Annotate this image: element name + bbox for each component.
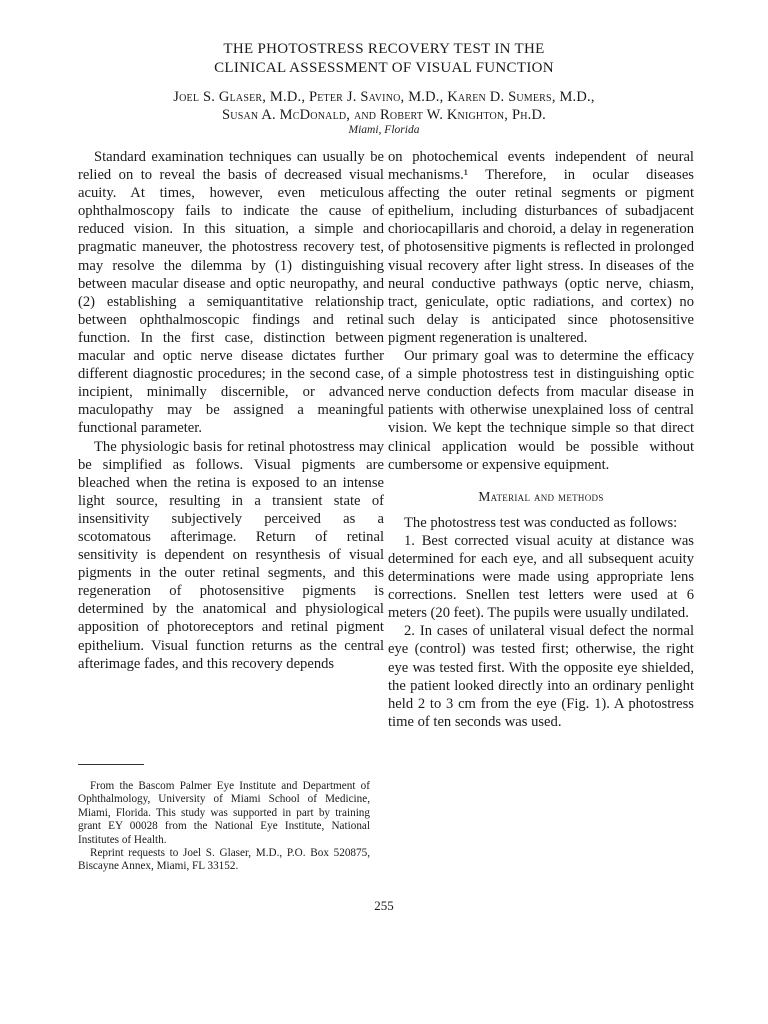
body-paragraph: The photostress test was conducted as follows: xyxy=(404,514,678,531)
body-paragraph: 2. In cases of unilateral visual defect the normal eye (control) was tested first; otherwise, the right eye was tested first. With the opposite eye shielded, the patient looked directly into an ordinary penlight held 2 to 3 cm from the eye (Fig. 1). A photostress time of ten seconds was used. xyxy=(388,623,694,730)
body-paragraph: on photochemical events independent of neural mechanisms.¹ Therefore, in ocular diseases affecting the outer retinal segments or pigment epithelium, including disturbances of subadjacent choriocapillaris and choroid, a delay in regeneration of photosensitive pigments is reflected in prolonged visual recovery after light stress. In diseases of the neural conductive pathways (optic nerve, chiasm, tract, geniculate, optic radiations, and cortex) no such delay is anticipated since photosensitive pigment regeneration is unaltered. xyxy=(388,149,694,346)
section-heading: Material and methods xyxy=(478,488,604,504)
authors-line-1: Joel S. Glaser, M.D., Peter J. Savino, M.D., Karen D. Sumers, M.D., xyxy=(173,89,595,105)
footnote: From the Bascom Palmer Eye Institute and Department of Ophthalmology, University of Miami School of Medicine, Miami, Florida. This study was supported in part by training grant EY 00028 from the National Eye Institute, National Institutes of Health. xyxy=(78,780,370,846)
footnote: Reprint requests to Joel S. Glaser, M.D., P.O. Box 520875, Biscayne Annex, Miami, FL 33152. xyxy=(78,847,370,873)
article-title xyxy=(0,40,768,78)
body-paragraph: 1. Best corrected visual acuity at distance was determined for each eye, and all subsequent acuity determinations were made using appropriate lens corrections. Snellen test letters were used at 6 meters (20 feet). The pupils were usually undilated. xyxy=(388,532,694,622)
page-number: 255 xyxy=(374,898,394,913)
authors-line-2: Susan A. McDonald, and Robert W. Knighton, Ph.D. xyxy=(222,107,546,123)
left-column xyxy=(78,148,384,673)
affiliation: Miami, Florida xyxy=(348,124,420,136)
body-paragraph: The physiologic basis for retinal photostress may be simplified as follows. Visual pigments are bleached when the retina is exposed to an intense light source, resulting in a transient state of insensitivity subjectively perceived as a scotomatous afterimage. Return of retinal sensitivity is dependent on resynthesis of visual pigments in the outer retinal segments, and this regeneration of photosensitive pigments is determined by the anatomical and physiological apposition of photoreceptors and retinal pigment epithelium. Visual function returns as the central afterimage fades, and this recovery depends xyxy=(78,438,384,672)
right-column xyxy=(388,148,694,731)
title-line-2: CLINICAL ASSESSMENT OF VISUAL FUNCTION xyxy=(214,60,554,76)
body-paragraph: Our primary goal was to determine the efficacy of a simple photostress test in distinguishing optic nerve conduction defects from macular disease in patients with otherwise unexplained loss of central vision. We kept the technique simple so that direct clinical application would be possible without cumbersome or expensive equipment. xyxy=(388,348,694,473)
body-paragraph: Standard examination techniques can usually be relied on to reveal the basis of decreased visual acuity. At times, however, even meticulous ophthalmoscopy fails to indicate the cause of reduced vision. In this situation, a simple and pragmatic maneuver, the photostress recovery test, may resolve the dilemma by (1) distinguishing between macular disease and optic neuropathy, and (2) establishing a semiquantitative relationship between ophthalmoscopic findings and retinal function. In the first case, distinction between macular and optic nerve disease dictates further different diagnostic procedures; in the second case, incipient, minimally discernible, or advanced maculopathy may be assigned a meaningful functional parameter. xyxy=(78,149,384,437)
title-line-1: THE PHOTOSTRESS RECOVERY TEST IN THE xyxy=(223,41,545,57)
author-list xyxy=(0,88,768,124)
footnote-divider xyxy=(78,764,144,765)
footnotes xyxy=(78,780,370,874)
